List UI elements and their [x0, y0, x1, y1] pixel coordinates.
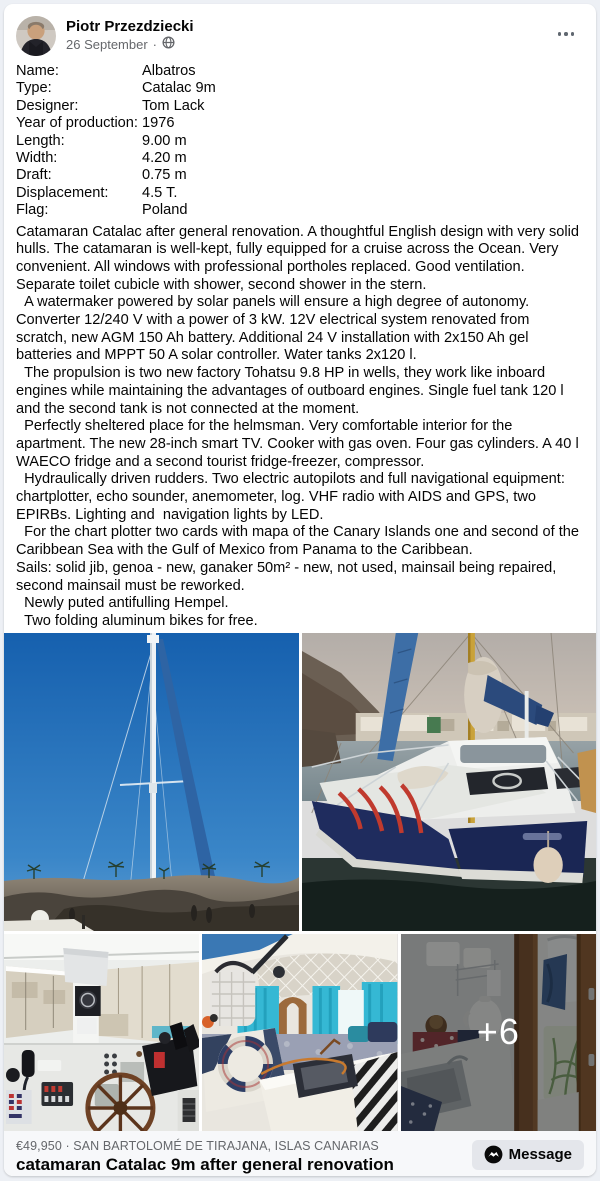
spec-value: Albatros — [142, 63, 196, 79]
photo-grid — [4, 633, 596, 1131]
spec-row — [16, 63, 584, 80]
description-paragraph: Catamaran Catalac after general renovation. A thoughtful English design with very solid hulls. The catamaran is well-kept, fully equipped for a cruise across the Ocean. Very convenient. All windows with professional portholes replaced. Good ventilation. Separate toilet cubicle with shower, second shower in the stern. — [16, 223, 584, 293]
spec-value: 4.5 T. — [142, 184, 178, 201]
description-paragraph: Two folding aluminum bikes for free. — [16, 612, 258, 629]
avatar-image — [16, 16, 56, 56]
photo-helm-station-image — [4, 934, 199, 1131]
spec-label: Flag: — [16, 202, 49, 219]
facebook-post-card — [4, 4, 596, 1176]
spec-row — [16, 167, 584, 184]
description-paragraph: The propulsion is two new factory Tohatsu 9.8 HP in wells, they work like inboard engines while maintaining the advantages of outboard engines. Single fuel tank 120 l and the second tank is not connected at the moment. — [16, 365, 568, 417]
spec-row — [16, 98, 584, 115]
spec-row — [16, 115, 584, 132]
author-name[interactable]: Piotr Przezdziecki — [66, 18, 194, 35]
meta-separator: · — [152, 37, 158, 52]
spec-value: Catalac 9m — [142, 80, 216, 97]
photo-catamaran-harbour-image — [302, 633, 596, 931]
spec-row — [16, 202, 584, 219]
photo-catamaran-harbour[interactable] — [302, 633, 596, 931]
spec-list — [16, 63, 584, 220]
description-paragraph: Sails: solid jib, genoa - new, ganaker 50m² - new, not used, mainsail being repaired, second mainsail must be reworked. — [16, 559, 561, 594]
spec-value: Tom Lack — [142, 97, 205, 114]
spec-value: Poland — [142, 202, 188, 219]
globe-privacy-icon — [162, 36, 175, 53]
spec-label: Designer: — [16, 97, 79, 114]
spec-value: 4.20 m — [142, 149, 187, 166]
photo-mast-sky-image — [4, 633, 299, 931]
photo-galley[interactable] — [401, 934, 596, 1131]
spec-row — [16, 80, 584, 97]
spec-row — [16, 150, 584, 167]
photo-helm-station[interactable] — [4, 934, 199, 1131]
spec-value: 1976 — [142, 115, 175, 132]
description-paragraph: Newly puted antifulling Hempel. — [16, 595, 229, 612]
description-paragraph: For the chart plotter two cards with mapa of the Canary Islands one and second of the Caribbean Sea with the Gulf of Mexico from Panama to the Caribbean. — [16, 524, 584, 559]
spec-label: Draft: — [16, 167, 52, 184]
spec-row — [16, 185, 584, 202]
spec-label: Name: — [16, 63, 59, 79]
price-location: €49,950 · SAN BARTOLOMÉ DE TIRAJANA, ISLAS CANARIAS — [16, 1138, 379, 1153]
listing-footer[interactable] — [4, 1131, 596, 1176]
post-description — [16, 224, 584, 632]
spec-value: 0.75 m — [142, 167, 187, 184]
post-date[interactable]: 26 September — [66, 37, 148, 52]
message-button[interactable] — [472, 1140, 584, 1170]
spec-label: Displacement: — [16, 184, 109, 201]
spec-label: Width: — [16, 149, 58, 166]
photo-salon-interior-image — [202, 934, 397, 1131]
spec-label: Length: — [16, 132, 65, 149]
message-button-label: Message — [508, 1146, 572, 1164]
spec-label: Type: — [16, 80, 52, 97]
description-paragraph: A watermaker powered by solar panels will ensure a high degree of autonomy. Converter 12/240 V with a power of 3 kW. 12V electrical system renovated from scratch, new AGM 150 Ah battery. Additional 24 V installation with 2x150 Ah gel batteries and MPPT 50 A solar controller. Water tanks 2x120 l. — [16, 294, 534, 364]
description-paragraph: Perfectly sheltered place for the helmsman. Very comfortable interior for the apartment. The new 28-inch smart TV. Cooker with gas oven. Four gas cylinders. A 40 l WAECO fridge and a second tourist fridge-freezer, compressor. — [16, 418, 583, 470]
spec-label: Year of production: — [16, 115, 138, 132]
more-photos-overlay[interactable] — [401, 934, 596, 1131]
post-meta — [66, 36, 584, 53]
avatar[interactable] — [16, 16, 56, 56]
post-options-button[interactable] — [550, 24, 582, 44]
post-header — [4, 4, 596, 60]
messenger-icon — [484, 1145, 503, 1164]
photo-mast-sky[interactable] — [4, 633, 299, 931]
spec-row — [16, 133, 584, 150]
description-paragraph: Hydraulically driven rudders. Two electric autopilots and full navigational equipment: chartplotter, echo sounder, anemometer, log. VHF radio with AIDS and GPS, two EPIRBs. Lighting and navigation lights by LED. — [16, 471, 569, 523]
more-photos-count: +6 — [476, 1011, 520, 1053]
spec-value: 9.00 m — [142, 132, 187, 149]
listing-title: catamaran Catalac 9m after general renovation — [16, 1154, 394, 1174]
photo-salon-interior[interactable] — [202, 934, 397, 1131]
